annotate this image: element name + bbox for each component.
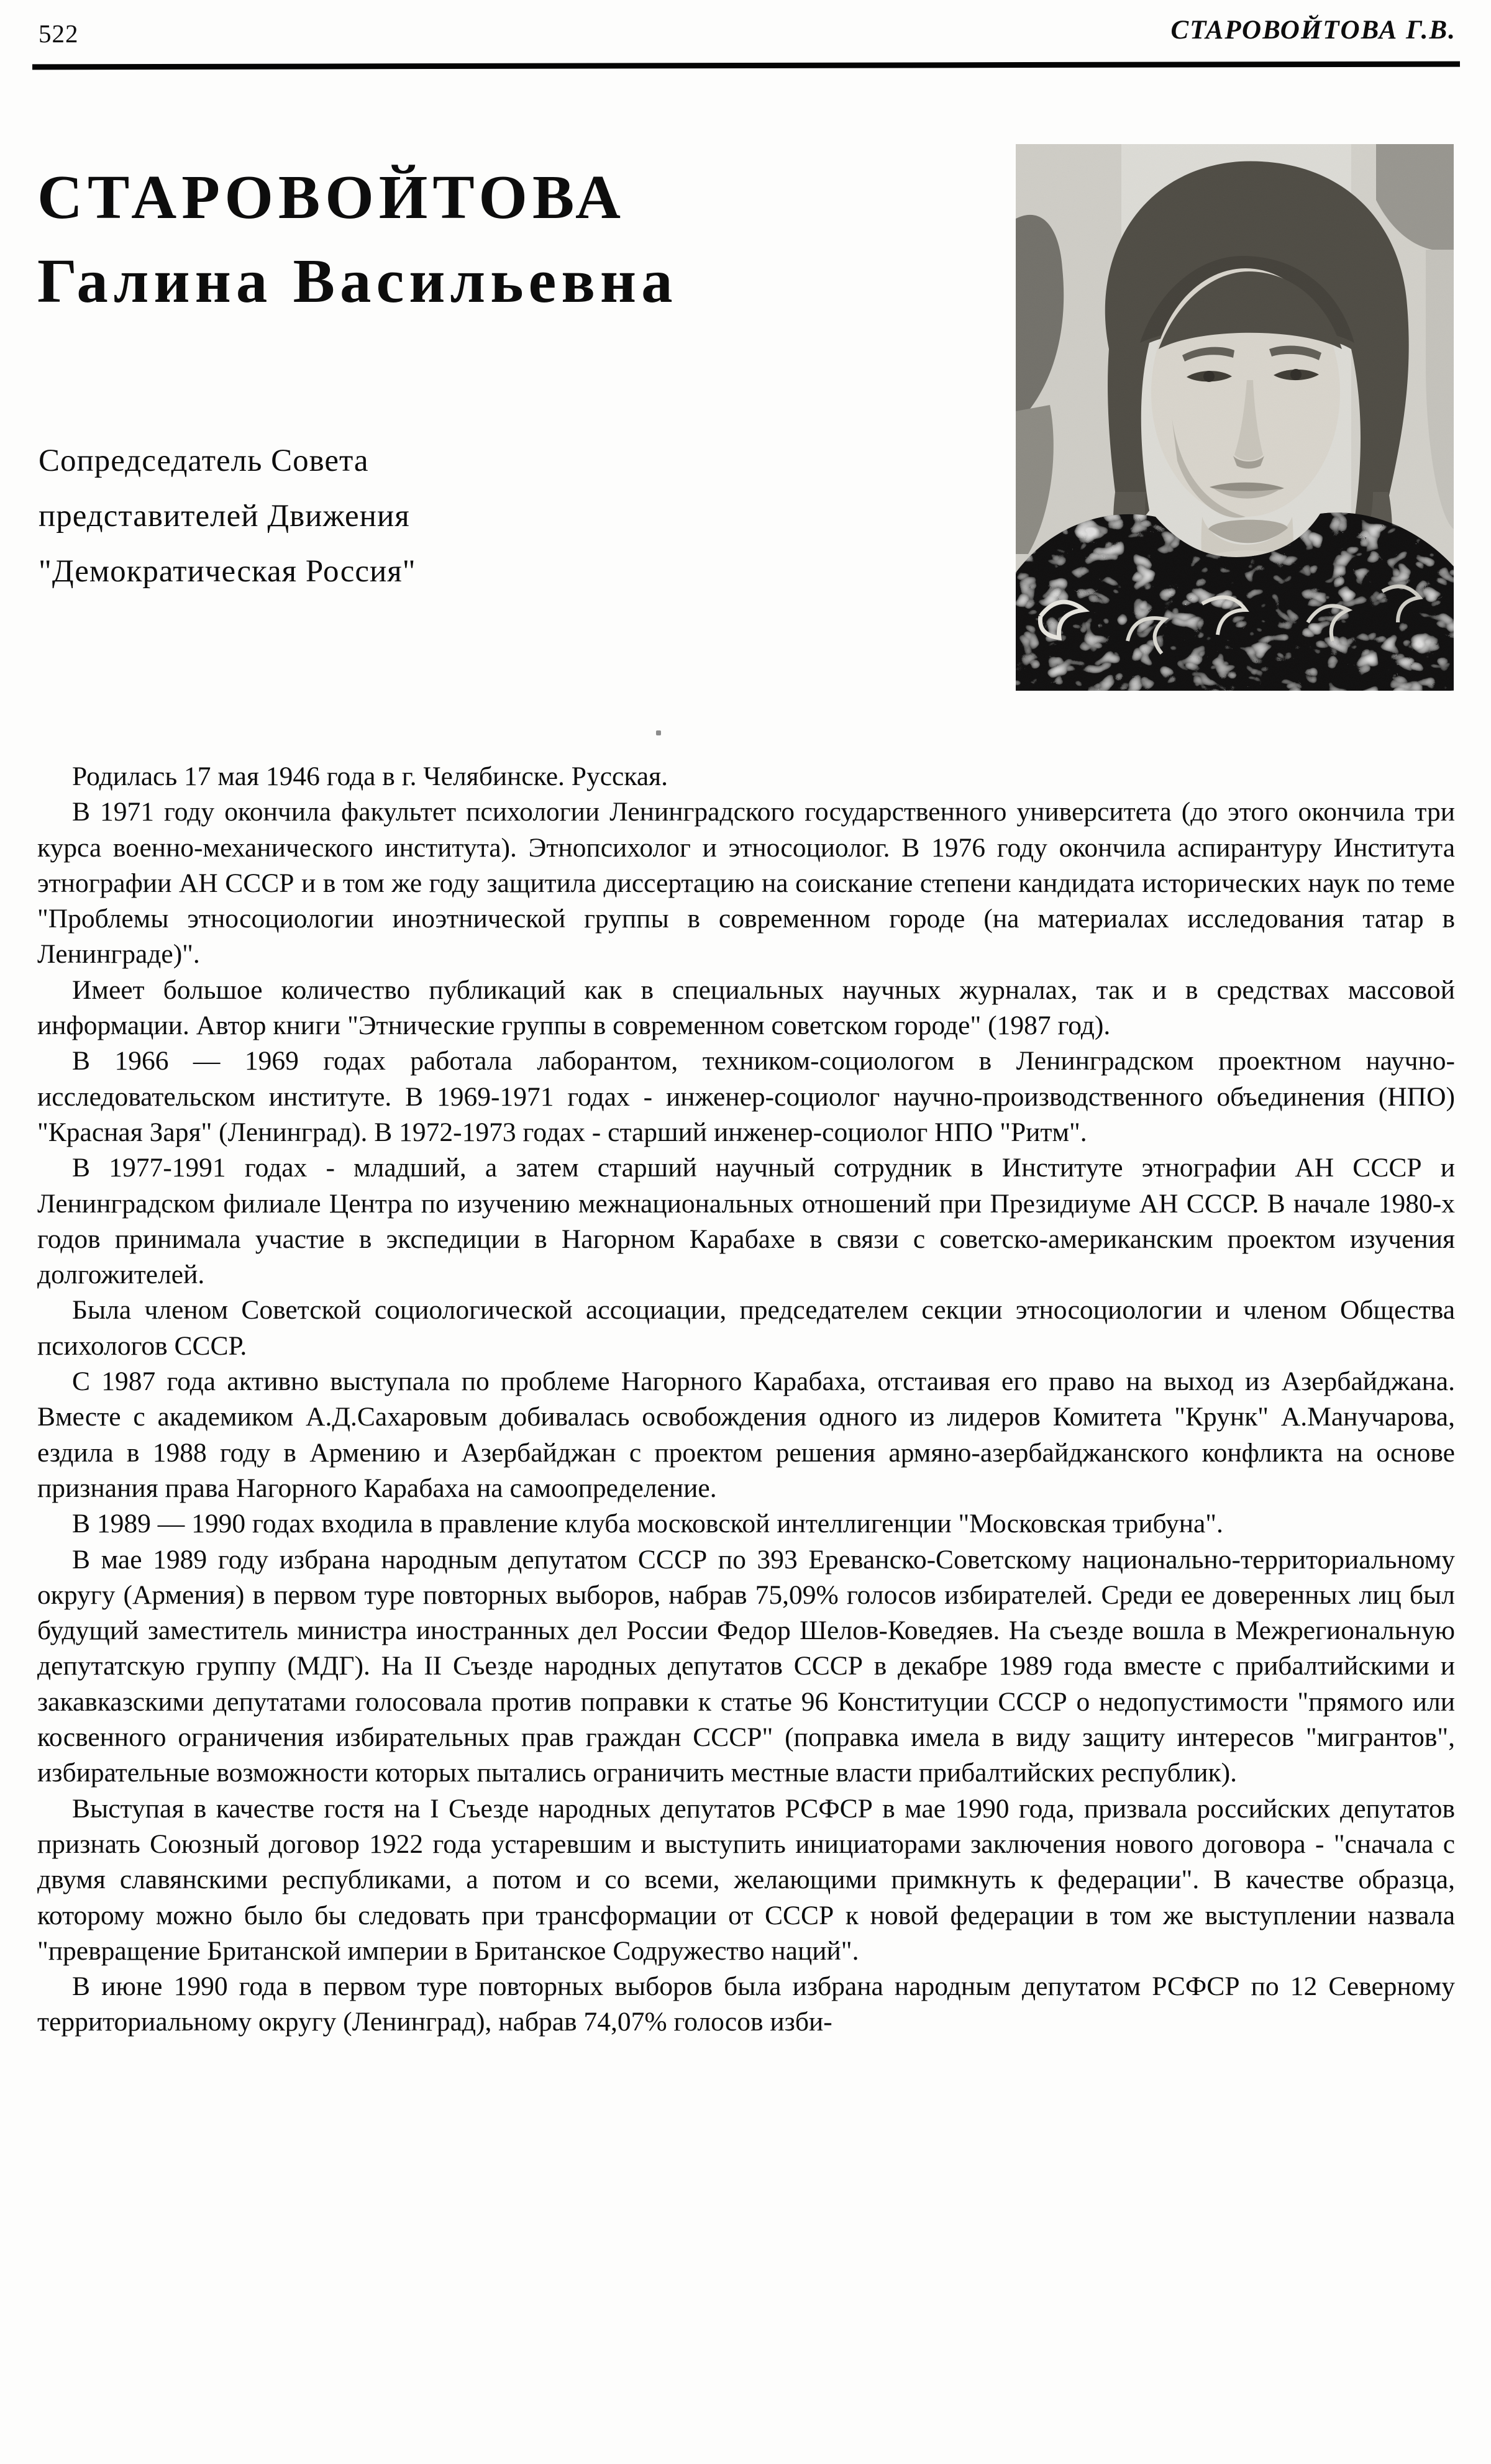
header-rule: [32, 61, 1460, 70]
portrait-photo-drawing: [1016, 144, 1454, 691]
paragraph: В июне 1990 года в первом туре повторных выборов была избрана народным депутатом РСФСР по 12 Северному территориальному округу (Ленинград), набрав 74,07% голосов изби-: [37, 1971, 1455, 2037]
paragraph: В 1989 — 1990 годах входила в правление клуба московской интеллигенции "Московская трибуна".: [72, 1509, 1223, 1539]
biography-text: [37, 759, 1455, 2040]
paragraph: Была членом Советской социологической ассоциации, председателем секции этносоциологии и членом Общества психологов СССР.: [37, 1295, 1455, 1361]
portrait-photo: [1016, 144, 1454, 691]
scan-speck: [656, 730, 661, 735]
page-number: 522: [39, 19, 79, 48]
subtitle-line: представителей Движения: [39, 499, 410, 534]
subtitle-line: "Демократическая Россия": [39, 554, 416, 589]
running-header: СТАРОВОЙТОВА Г.В.: [1170, 16, 1456, 45]
paragraph: В мае 1989 году избрана народным депутатом СССР по 393 Ереванско-Советскому национально-территориальному округу (Армения) в первом туре повторных выборов, набрав 75,09% голосов избирателей. Среди ее доверенных лиц был будущий заместитель министра иностранных дел России Федор Шелов-Коведяев. На съезде вошла в Межрегиональную депутатскую группу (МДГ). На II Съезде народных депутатов СССР в декабре 1989 года вместе с прибалтийскими и закавказскими депутатами голосовала против поправки к статье 96 Конституции СССР о недопустимости "прямого или косвенного ограничения избирательных прав граждан СССР" (поправка имела в виду защиту интересов "мигрантов", избирательные возможности которых пытались ограничить местные власти прибалтийских республик).: [37, 1544, 1455, 1788]
subtitle-line: Сопредседатель Совета: [39, 443, 369, 478]
entry-title-surname: СТАРОВОЙТОВА: [37, 162, 626, 232]
entry-title-name: Галина Васильевна: [37, 246, 678, 316]
entry-subtitle: [39, 434, 416, 599]
paragraph: В 1966 — 1969 годах работала лаборантом, техником-социологом в Ленинградском проектном научно-исследовательском институте. В 1969-1971 годах - инженер-социолог научно-производственного объединения (НПО) "Красная Заря" (Ленинград). В 1972-1973 годах - старший инженер-социолог НПО "Ритм".: [37, 1046, 1455, 1147]
paragraph: Выступая в качестве гостя на I Съезде народных депутатов РСФСР в мае 1990 года, призвала российских депутатов признать Союзный договор 1922 года устаревшим и выступить инициаторами заключения нового договора - "сначала с двумя славянскими республиками, а потом и со всеми, желающими примкнуть к федерации". В качестве образца, которому можно было бы следовать при трансформации от СССР к новой федерации в том же выступлении назвала "превращение Британской империи в Британское Содружество наций".: [37, 1793, 1455, 1966]
paragraph: В 1977-1991 годах - младший, а затем старший научный сотрудник в Институте этнографии АН СССР и Ленинградском филиале Центра по изучению межнациональных отношений при Президиуме АН СССР. В начале 1980-х годов принимала участие в экспедиции в Нагорном Карабахе в связи с советско-американским проектом изучения долгожителей.: [37, 1153, 1455, 1290]
entry-title: [37, 155, 678, 323]
paragraph: Родилась 17 мая 1946 года в г. Челябинске. Русская.: [72, 761, 668, 791]
paragraph: В 1971 году окончила факультет психологии Ленинградского государственного университета (до этого окончила три курса военно-механического института). Этнопсихолог и этносоциолог. В 1976 году окончила аспирантуру Института этнографии АН СССР и в том же году защитила диссертацию на соискание степени кандидата исторических наук по теме "Проблемы этносоциологии иноэтнической группы в современном городе (на материалах исследования татар в Ленинграде)".: [37, 797, 1455, 970]
paragraph: Имеет большое количество публикаций как в специальных научных журналах, так и в средствах массовой информации. Автор книги "Этнические группы в современном советском городе" (1987 год).: [37, 975, 1455, 1041]
paragraph: С 1987 года активно выступала по проблеме Нагорного Карабаха, отстаивая его право на выход из Азербайджана. Вместе с академиком А.Д.Сахаровым добивалась освобождения одного из лидеров Комитета "Крунк" А.Манучарова, ездила в 1988 году в Армению и Азербайджан с проектом решения армяно-азербайджанского конфликта на основе признания права Нагорного Карабаха на самоопределение.: [37, 1366, 1455, 1503]
